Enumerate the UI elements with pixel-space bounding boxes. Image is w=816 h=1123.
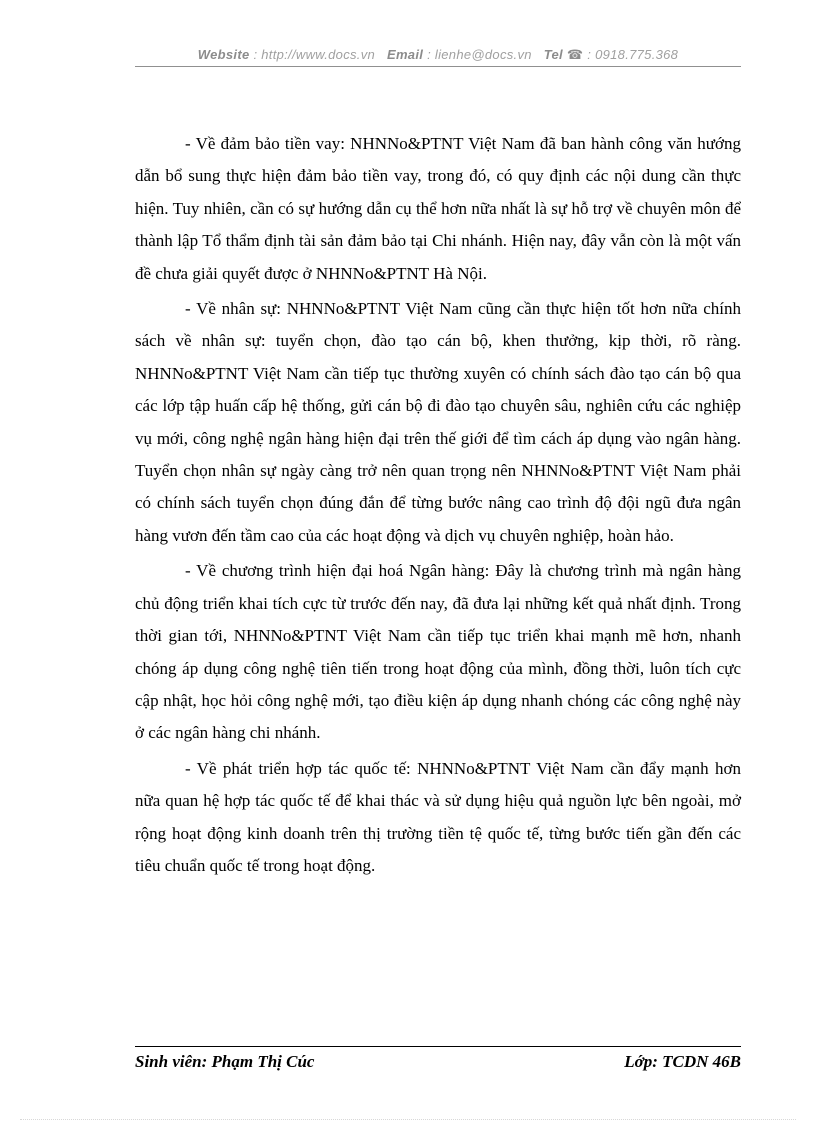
paragraph-international-cooperation: - Về phát triển hợp tác quốc tế: NHNNo&PTNT Việt Nam cần đẩy mạnh hơn nữa quan hệ hợp tác quốc tế để khai thác và sử dụng hiệu quả nguồn lực bên ngoài, mở rộng hoạt động kinh doanh trên thị trường tiền tệ quốc tế, từng bước tiến gần đến các tiêu chuẩn quốc tế trong hoạt động. <box>135 758 741 875</box>
tel-label: Tel ☎ <box>543 47 584 62</box>
paragraph-modernization: - Về chương trình hiện đại hoá Ngân hàng: Đây là chương trình mà ngân hàng chủ động triển khai tích cực từ trước đến nay, đã đưa lại những kết quả nhất định. Trong thời gian tới, NHNNo&PTNT Việt Nam cần tiếp tục triển khai mạnh mẽ hơn, nhanh chóng áp dụng công nghệ tiên tiến trong hoạt động của mình, đồng thời, luôn tích cực cập nhật, học hỏi công nghệ mới, tạo điều kiện áp dụng nhanh chóng các công nghệ này ở các ngân hàng chi nhánh. <box>135 561 741 743</box>
email-link[interactable]: : lienhe@docs.vn <box>427 47 532 62</box>
tel-number: : 0918.775.368 <box>587 47 679 62</box>
footer-divider <box>135 1046 741 1047</box>
paragraph-personnel: - Về nhân sự: NHNNo&PTNT Việt Nam cũng cần thực hiện tốt hơn nữa chính sách về nhân sự: tuyển chọn, đào tạo cán bộ, khen thưởng, kịp thời, rõ ràng. NHNNo&PTNT Việt Nam cần tiếp tục thường xuyên có chính sách đào tạo cán bộ qua các lớp tập huấn cấp hệ thống, gửi cán bộ đi đào tạo chuyên sâu, nghiên cứu các nghiệp vụ mới, công nghệ ngân hàng hiện đại trên thế giới để tìm cách áp dụng vào ngân hàng. Tuyển chọn nhân sự ngày càng trở nên quan trọng nên NHNNo&PTNT Việt Nam phải có chính sách tuyển chọn đúng đắn để từng bước nâng cao trình độ đội ngũ đưa ngân hàng vươn đến tầm cao của các hoạt động và dịch vụ chuyên nghiệp, hoàn hảo. <box>135 299 741 545</box>
paragraph-loan-guarantee: - Về đảm bảo tiền vay: NHNNo&PTNT Việt Nam đã ban hành công văn hướng dẫn bổ sung thực hiện đảm bảo tiền vay, trong đó, có quy định các nội dung cần thực hiện. Tuy nhiên, cần có sự hướng dẫn cụ thể hơn nữa nhất là sự hỗ trợ về chuyên môn để thành lập Tổ thẩm định tài sản đảm bảo tại Chi nhánh. Hiện nay, đây vẫn còn là một vấn đề chưa giải quyết được ở NHNNo&PTNT Hà Nội. <box>135 134 741 283</box>
page-header <box>135 47 741 63</box>
header-divider <box>135 66 741 67</box>
email-label: Email <box>386 47 424 62</box>
page-bottom-border <box>20 1119 796 1120</box>
document-body <box>135 128 741 885</box>
website-label: Website <box>197 47 250 62</box>
website-link[interactable]: : http://www.docs.vn <box>253 47 376 62</box>
footer-class: Lớp: TCDN 46B <box>624 1052 741 1071</box>
page-footer <box>135 1052 741 1078</box>
footer-student-name: Sinh viên: Phạm Thị Cúc <box>135 1052 315 1071</box>
